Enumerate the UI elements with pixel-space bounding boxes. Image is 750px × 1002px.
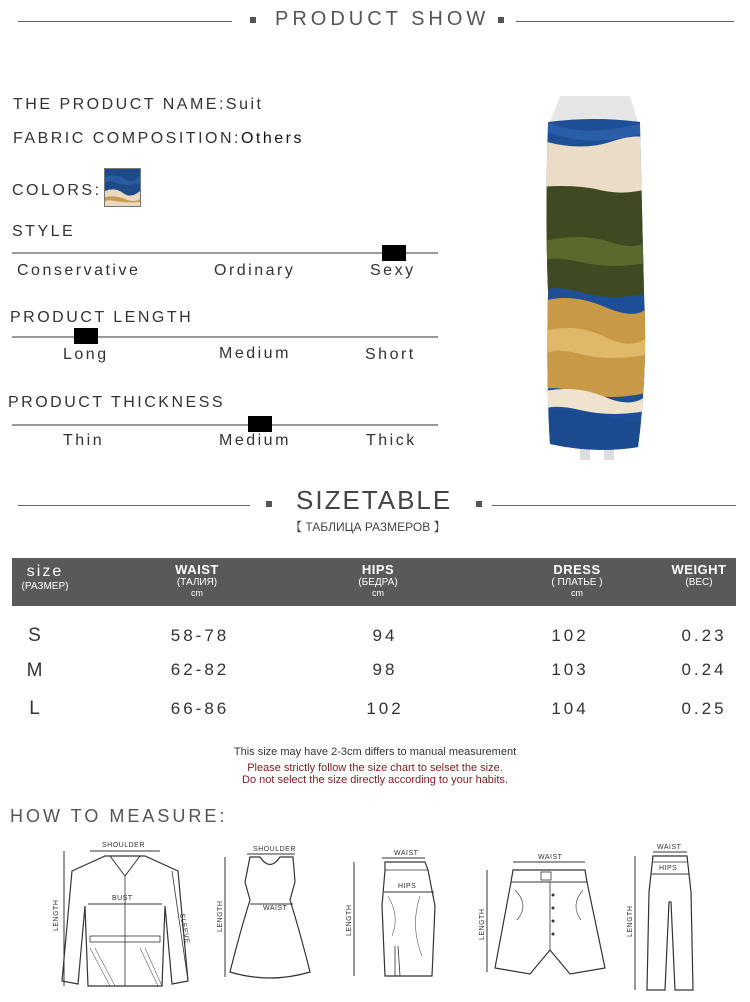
- header-rule-left: [18, 21, 232, 22]
- header-size: size (РАЗМЕР): [21, 563, 69, 592]
- cell-size: S: [28, 625, 44, 646]
- pants-length-label: LENGTH: [627, 905, 634, 937]
- length-option-medium: Medium: [219, 345, 291, 362]
- cell-weight: 0.23: [681, 626, 727, 645]
- sizetable-subtitle: 【 ТАБЛИЦА РАЗМЕРОВ 】: [290, 520, 446, 534]
- cell-hips: 94: [372, 626, 398, 645]
- length-option-long: Long: [63, 346, 109, 363]
- length-label: PRODUCT LENGTH: [10, 309, 194, 326]
- cell-waist: 66-86: [170, 699, 230, 718]
- style-scale-line: [12, 252, 438, 254]
- size-warning-2: Do not select the size directly according to your habits.: [242, 774, 508, 786]
- how-to-measure-title: HOW TO MEASURE:: [10, 806, 228, 826]
- colors-label: COLORS:: [12, 182, 102, 199]
- sizetable-title: SIZETABLE: [296, 485, 453, 515]
- thickness-label: PRODUCT THICKNESS: [8, 394, 226, 411]
- thickness-option-thick: Thick: [366, 432, 417, 449]
- skirt-measure-diagram: [340, 846, 440, 992]
- shorts-waist-label: WAIST: [538, 854, 563, 861]
- sizetable-rule-left: [18, 505, 250, 506]
- dress-waist-label: WAIST: [263, 905, 288, 912]
- header-hips: HIPS (БЕДРА) cm: [358, 562, 398, 598]
- product-name-value: Suit: [225, 96, 264, 113]
- fabric-row: [13, 130, 304, 148]
- dress-measure-diagram: [215, 842, 315, 992]
- header-weight: WEIGHT (ВЕС): [671, 562, 727, 588]
- fabric-value: Others: [240, 130, 304, 147]
- style-marker: [382, 245, 406, 261]
- header-waist: WAIST (ТАЛИЯ) cm: [175, 562, 219, 598]
- cell-dress: 102: [551, 626, 589, 645]
- bust-label: BUST: [112, 895, 133, 902]
- shorts-measure-diagram: [475, 850, 615, 980]
- header-bullet-right: [498, 17, 504, 23]
- header-rule-right: [516, 21, 734, 22]
- jacket-length-label: LENGTH: [53, 899, 60, 931]
- pants-waist-label: WAIST: [657, 844, 682, 851]
- thickness-option-medium: Medium: [219, 432, 291, 449]
- shorts-length-label: LENGTH: [479, 908, 486, 940]
- cell-weight: 0.25: [681, 699, 727, 718]
- header-dress: DRESS ( ПЛАТЬЕ ) cm: [551, 562, 603, 598]
- cell-dress: 104: [551, 699, 589, 718]
- product-name-label: THE PRODUCT NAME:: [13, 96, 226, 113]
- dress-shoulder-label: SHOULDER: [253, 846, 296, 853]
- thickness-marker: [248, 416, 272, 432]
- thickness-option-thin: Thin: [63, 432, 105, 449]
- product-image: [520, 92, 670, 467]
- sizetable-bullet-right: [476, 501, 482, 507]
- cell-dress: 103: [551, 660, 589, 679]
- skirt-hips-label: HIPS: [398, 883, 417, 890]
- color-swatch[interactable]: [104, 168, 141, 207]
- style-option-sexy: Sexy: [370, 262, 416, 279]
- style-label: STYLE: [12, 223, 76, 240]
- cell-size: M: [26, 660, 46, 681]
- fabric-label: FABRIC COMPOSITION:: [13, 130, 241, 147]
- skirt-waist-label: WAIST: [394, 850, 419, 857]
- thickness-scale-line: [12, 424, 438, 426]
- cell-weight: 0.24: [681, 660, 727, 679]
- page-title: PRODUCT SHOW: [275, 8, 490, 30]
- measurement-note: This size may have 2-3cm differs to manual measurement: [233, 746, 517, 758]
- pants-hips-label: HIPS: [659, 865, 678, 872]
- jacket-measure-diagram: [50, 836, 200, 996]
- cell-waist: 58-78: [170, 626, 230, 645]
- sizetable-rule-right: [492, 505, 736, 506]
- cell-hips: 102: [366, 699, 404, 718]
- product-name-row: [13, 96, 263, 114]
- length-option-short: Short: [365, 346, 416, 363]
- shoulder-label: SHOULDER: [102, 842, 145, 849]
- style-option-ordinary: Ordinary: [214, 262, 296, 279]
- cell-size: L: [29, 698, 43, 719]
- length-marker: [74, 328, 98, 344]
- skirt-length-label: LENGTH: [346, 904, 353, 936]
- size-warning-1: Please strictly follow the size chart to selset the size.: [247, 762, 503, 774]
- sizetable-bullet-left: [266, 501, 272, 507]
- cell-hips: 98: [372, 660, 398, 679]
- cell-waist: 62-82: [170, 660, 230, 679]
- style-option-conservative: Conservative: [17, 262, 141, 279]
- header-bullet-left: [250, 17, 256, 23]
- sizetable-header: [12, 558, 736, 606]
- pants-measure-diagram: [625, 842, 725, 997]
- sleeve-label: SLEEVE: [178, 913, 191, 945]
- dress-length-label: LENGTH: [217, 900, 224, 932]
